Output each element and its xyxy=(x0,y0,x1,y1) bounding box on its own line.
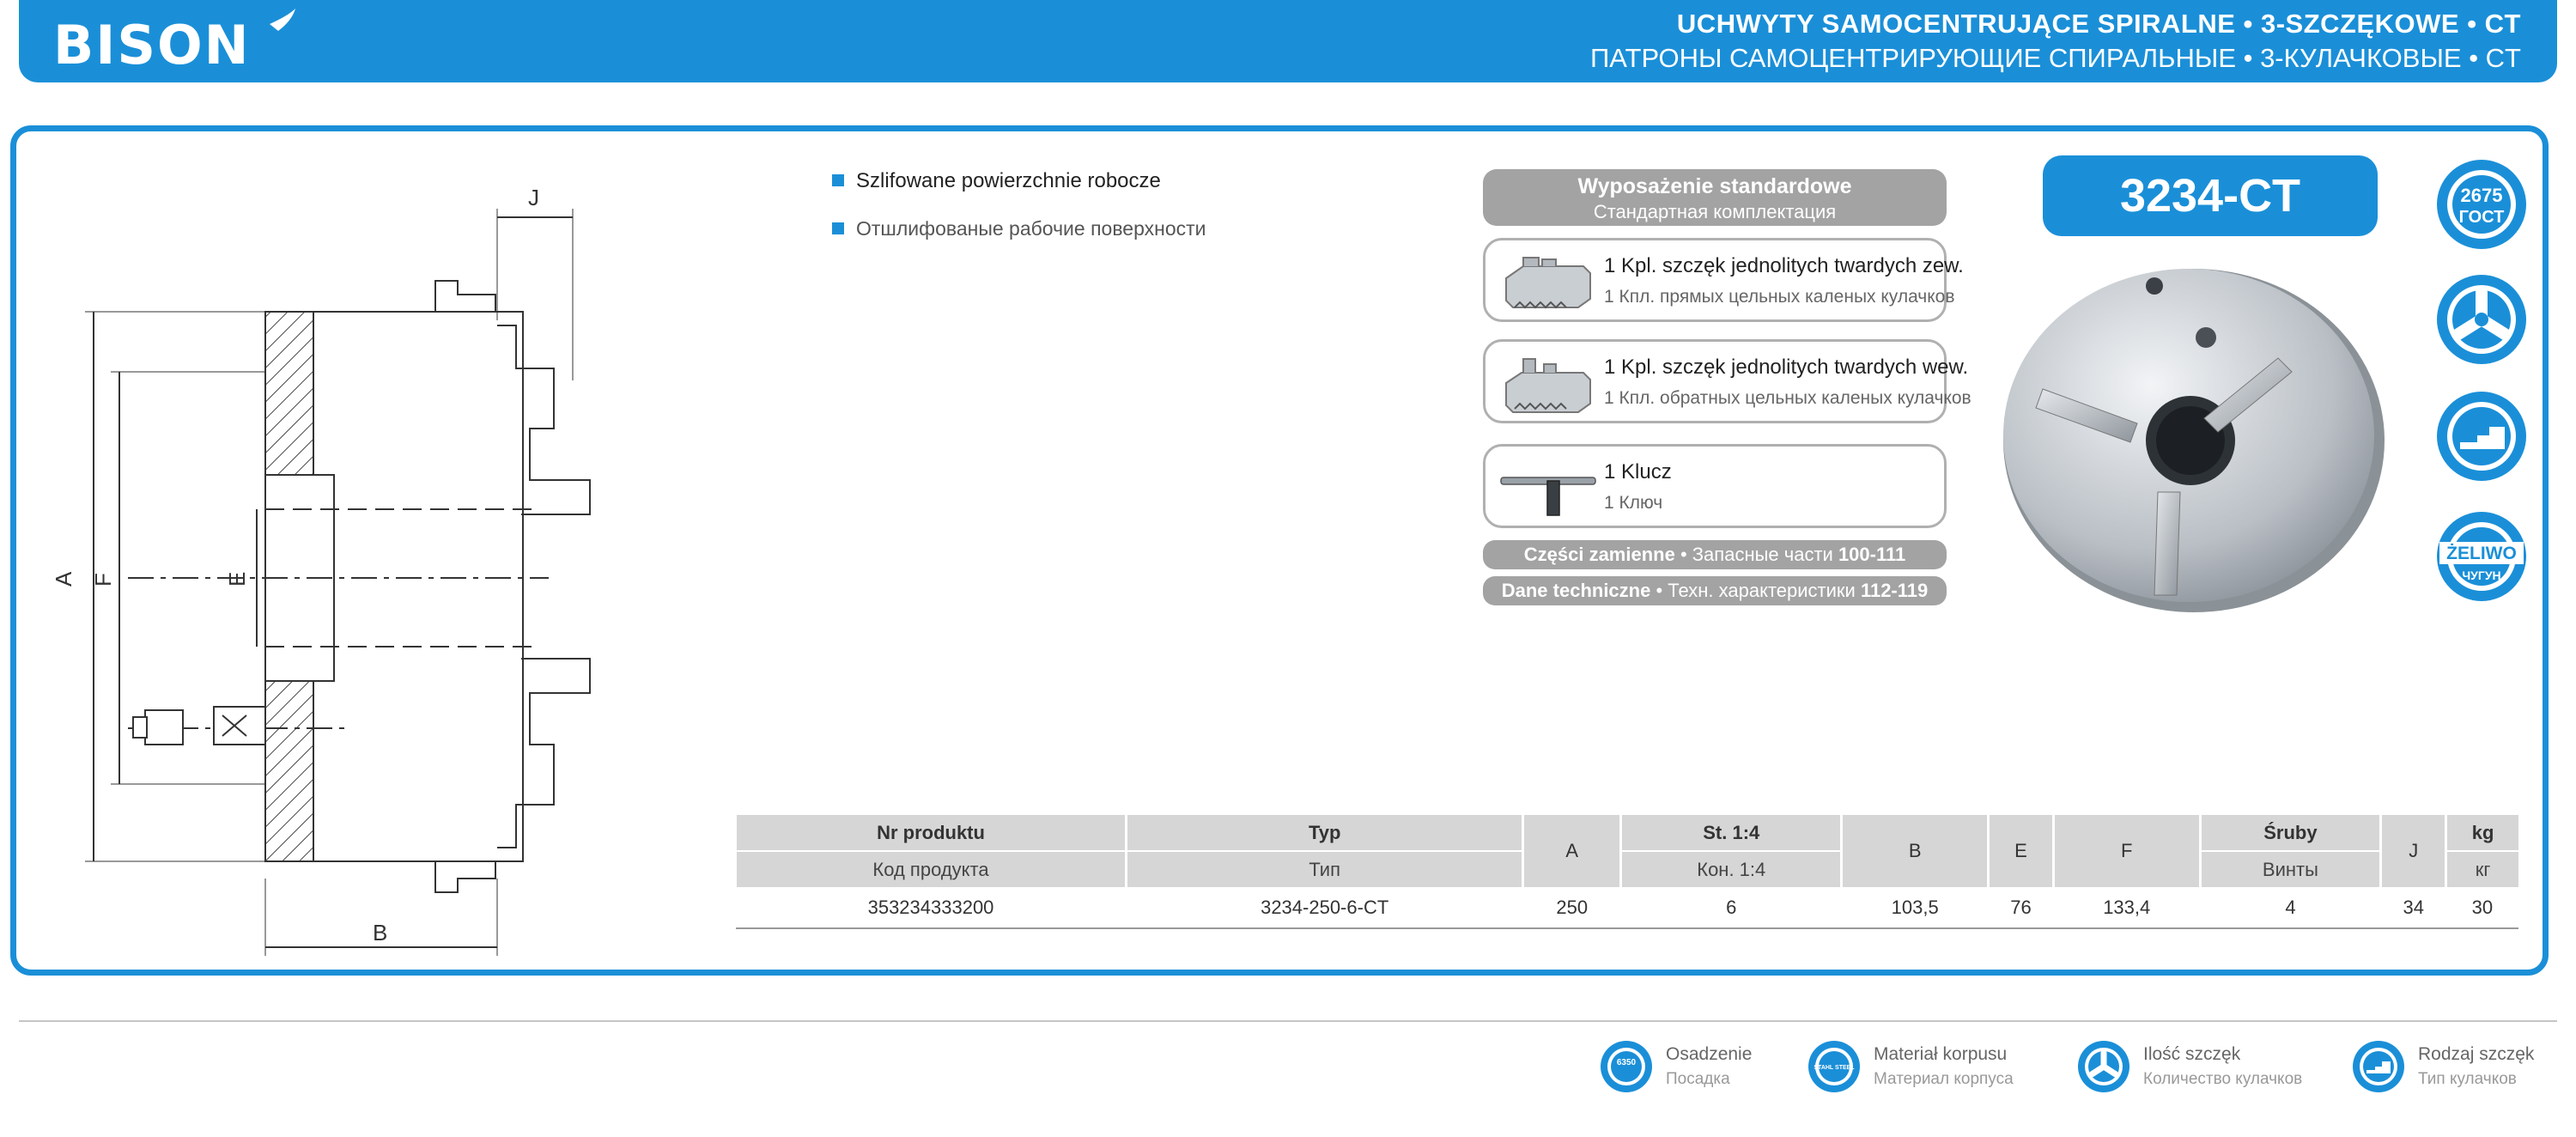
col-header: E xyxy=(1989,815,2054,887)
legend-label-pl: Materiał korpusu xyxy=(1874,1044,2008,1064)
legend-label-pl: Ilość szczęk xyxy=(2143,1044,2241,1064)
jaw-type-icon xyxy=(2351,1039,2406,1094)
material-badge-text: STAHL STEEL xyxy=(1814,1065,1855,1071)
bullet-square-icon xyxy=(832,174,844,186)
col-header-ru: Кон. 1:4 xyxy=(1621,851,1842,887)
feature-item xyxy=(832,169,1161,193)
dim-a-label: A xyxy=(51,571,76,587)
equipment-item-pl: 1 Klucz xyxy=(1604,460,1672,483)
legend-label-ru: Количество кулачков xyxy=(2143,1070,2303,1088)
header-bar xyxy=(19,0,2557,82)
table-header-row-pl xyxy=(736,815,2519,851)
dim-j-label: J xyxy=(528,185,539,210)
equipment-item-pl: 1 Kpl. szczęk jednolitych twardych wew. xyxy=(1604,356,1969,379)
legend-label-pl: Rodzaj szczęk xyxy=(2418,1044,2535,1064)
equipment-item-ru: 1 Кпл. прямых цельных каленых кулачков xyxy=(1604,287,1955,307)
col-header: J xyxy=(2381,815,2446,887)
col-header: F xyxy=(2053,815,2200,887)
equipment-item-inner-jaws xyxy=(1483,339,1971,423)
equipment-title-ru: Стандартная комплектация xyxy=(1593,201,1837,222)
equipment-header xyxy=(1483,169,1947,226)
equipment-item-key xyxy=(1483,444,1947,528)
dim-b-label: B xyxy=(373,920,388,945)
spare-parts-label-pl: Części zamienne xyxy=(1523,544,1675,565)
col-header-ru: Тип xyxy=(1127,851,1523,887)
gost-text: ГОСТ xyxy=(2458,208,2505,227)
feature-item xyxy=(832,217,1206,240)
equipment-item-outer-jaws xyxy=(1483,238,1964,322)
col-header: Typ xyxy=(1127,815,1523,851)
gost-badge-icon xyxy=(2434,157,2529,252)
col-header: B xyxy=(1842,815,1989,887)
header-title-ru: ПАТРОНЫ САМОЦЕНТРИРУЮЩИЕ СПИРАЛЬНЫЕ • 3-КУЛАЧКОВЫЕ • CT xyxy=(1590,43,2521,73)
dim-f-label: F xyxy=(90,573,116,587)
legend-label-ru: Тип кулачков xyxy=(2418,1070,2517,1088)
product-code-badge: 3234-CT xyxy=(2043,155,2378,236)
header-title-pl: UCHWYTY SAMOCENTRUJĄCE SPIRALNE • 3-SZCZĘKOWE • CT xyxy=(1676,9,2521,39)
footer-divider xyxy=(19,1020,2557,1022)
col-header: Nr produktu xyxy=(736,815,1127,851)
equipment-item-ru: 1 Ключ xyxy=(1604,493,1663,513)
equipment-item-ru: 1 Кпл. обратных цельных каленых кулачков xyxy=(1604,388,1971,408)
feature-text-pl: Szlifowane powierzchnie robocze xyxy=(856,169,1161,192)
col-header: kg xyxy=(2446,815,2518,851)
bison-logo xyxy=(45,5,302,77)
cell-taper: 6 xyxy=(1621,887,1842,928)
col-header-ru: Винты xyxy=(2200,851,2381,887)
jaw-count-icon xyxy=(2076,1039,2131,1094)
cell-f: 133,4 xyxy=(2053,887,2200,928)
equipment-item-pl: 1 Kpl. szczęk jednolitych twardych zew. xyxy=(1604,254,1964,277)
spare-parts-label-ru: Запасные части xyxy=(1692,544,1833,565)
material-badge-icon xyxy=(2434,509,2529,604)
table-row xyxy=(736,887,2519,928)
mounting-icon xyxy=(1599,1039,1654,1094)
product-table xyxy=(734,815,2518,929)
separator: • xyxy=(1674,544,1692,565)
inner-jaws-icon xyxy=(1498,349,1599,417)
mounting-badge-text: 6350 xyxy=(1616,1058,1637,1067)
bullet-square-icon xyxy=(832,222,844,234)
gost-number: 2675 xyxy=(2460,185,2503,206)
spare-parts-pages: 100-111 xyxy=(1838,544,1906,565)
wrench-key-icon xyxy=(1498,453,1599,522)
col-header-ru: кг xyxy=(2446,851,2518,887)
legend-label-ru: Посадка xyxy=(1666,1070,1730,1088)
product-panel xyxy=(10,125,2549,976)
cell-product-number: 353234333200 xyxy=(736,887,1127,928)
material-text-pl: ŻELIWO xyxy=(2446,544,2517,563)
cell-kg: 30 xyxy=(2446,887,2518,928)
cell-b: 103,5 xyxy=(1842,887,1989,928)
col-header: A xyxy=(1523,815,1621,887)
spare-parts-link[interactable] xyxy=(1483,540,1947,569)
equipment-title-pl: Wyposażenie standardowe xyxy=(1577,174,1852,198)
col-header: Śruby xyxy=(2200,815,2381,851)
cell-screws: 4 xyxy=(2200,887,2381,928)
table-header-row-ru xyxy=(736,851,2519,887)
cell-e: 76 xyxy=(1989,887,2054,928)
three-jaw-badge-icon xyxy=(2434,272,2529,367)
legend-label-ru: Материал корпуса xyxy=(1874,1070,2014,1088)
separator: • xyxy=(1650,580,1668,601)
dim-e-label: E xyxy=(224,571,250,587)
outer-jaws-icon xyxy=(1498,247,1599,316)
technical-drawing xyxy=(51,157,617,956)
cell-j: 34 xyxy=(2381,887,2446,928)
col-header: St. 1:4 xyxy=(1621,815,1842,851)
cell-a: 250 xyxy=(1523,887,1621,928)
legend-label-pl: Osadzenie xyxy=(1666,1044,1753,1064)
svg-text:BISON: BISON xyxy=(53,14,251,76)
material-icon xyxy=(1807,1039,1862,1094)
material-text-ru: ЧУГУН xyxy=(2462,568,2501,582)
technical-data-pages: 112-119 xyxy=(1860,580,1929,601)
jaw-type-badge-icon xyxy=(2434,389,2529,483)
technical-data-label-pl: Dane techniczne xyxy=(1501,580,1651,601)
feature-text-ru: Отшлифованые рабочие поверхности xyxy=(856,217,1206,240)
technical-data-label-ru: Техн. характеристики xyxy=(1668,580,1856,601)
chuck-photo xyxy=(1991,260,2386,621)
col-header-ru: Код продукта xyxy=(736,851,1127,887)
cell-type: 3234-250-6-CT xyxy=(1127,887,1523,928)
technical-data-link[interactable] xyxy=(1483,576,1947,605)
